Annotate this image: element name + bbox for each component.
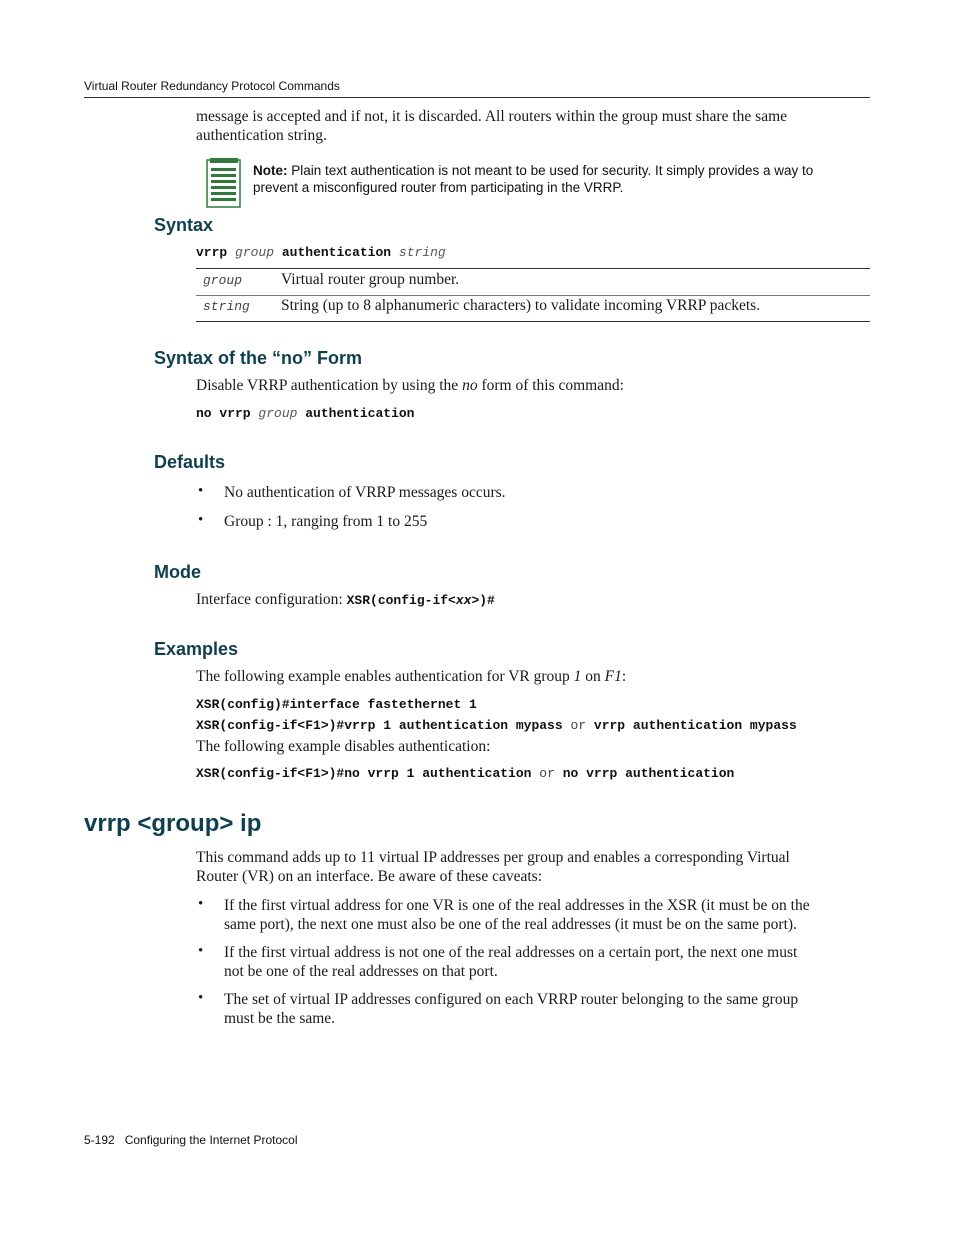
mode-prompt-pre: XSR(config-if<: [346, 593, 456, 608]
defaults-heading: Defaults: [154, 452, 226, 472]
syntax-command: [196, 245, 446, 260]
defaults-item: No authentication of VRRP messages occurs.: [224, 484, 506, 501]
mode-prompt: [347, 593, 495, 608]
caveat-item: [224, 896, 810, 934]
param-name-group: group: [203, 273, 243, 288]
example-code-3-or: or: [539, 766, 555, 781]
example-code-2a: XSR(config-if<F1>)#vrrp 1 authentication mypass: [196, 718, 563, 733]
section-paragraph: [196, 848, 790, 886]
no-form-keyword-authentication: authentication: [305, 406, 415, 421]
caveat-item: [224, 943, 797, 981]
no-form-text-1: Disable VRRP authentication by using the: [196, 377, 463, 394]
no-form-arg-group: group: [258, 406, 298, 421]
bullet-marker: •: [198, 483, 204, 499]
section-title: vrrp <group> ip: [84, 810, 262, 837]
example-code-line-1: [196, 697, 477, 712]
page-number: 5-192: [84, 1133, 115, 1147]
caveat-item: [224, 990, 798, 1028]
no-form-command: [196, 406, 414, 421]
caveat-3-line-1: The set of virtual IP addresses configured on each VRRP router belonging to the same group: [224, 991, 799, 1008]
note-label: Note:: [253, 163, 288, 178]
intro-paragraph: [196, 107, 787, 145]
caveat-1-line-2: same port), the next one must also be one of the real addresses (it must be on the same port).: [224, 916, 797, 933]
param-desc-string: String (up to 8 alphanumeric characters) to validate incoming VRRP packets.: [281, 297, 761, 314]
example-code-line-3: [196, 766, 734, 781]
examples-intro-group: 1: [573, 668, 582, 685]
param-table-bottom-rule: [196, 321, 870, 322]
bullet-marker: •: [198, 943, 204, 959]
bullet-marker: •: [198, 896, 204, 912]
mode-prompt-var: xx: [455, 593, 472, 608]
examples-intro-text-3: :: [621, 668, 627, 685]
running-footer: [84, 1133, 298, 1147]
example-code-1: XSR(config)#interface fastethernet 1: [196, 697, 477, 712]
no-form-emphasis: no: [462, 377, 478, 394]
example-code-2-or: or: [570, 718, 587, 733]
example-code-2b: vrrp authentication mypass: [593, 718, 797, 733]
header-rule: [84, 97, 870, 98]
caveat-3-line-2: must be the same.: [224, 1010, 336, 1027]
mode-description: [196, 590, 495, 610]
syntax-keyword-authentication: authentication: [281, 245, 392, 260]
section-paragraph-line-2: Router (VR) on an interface. Be aware of these caveats:: [196, 868, 543, 885]
intro-line-1: message is accepted and if not, it is discarded. All routers within the group must share the same: [196, 108, 788, 125]
mode-prompt-post: >)#: [471, 593, 495, 608]
bullet-marker: •: [198, 512, 204, 528]
syntax-keyword-vrrp: vrrp: [196, 245, 228, 260]
bullet-marker: •: [198, 990, 204, 1006]
intro-line-2: authentication string.: [196, 127, 327, 144]
no-form-heading: Syntax of the “no” Form: [154, 348, 363, 368]
examples-intro: [196, 667, 626, 686]
running-header: Virtual Router Redundancy Protocol Commands: [84, 79, 340, 93]
syntax-arg-group: group: [235, 245, 275, 260]
mode-heading: Mode: [154, 562, 201, 582]
example-code-3a: XSR(config-if<F1>)#no vrrp 1 authentication: [196, 766, 532, 781]
caveat-1-line-1: If the first virtual address for one VR is one of the real addresses in the XSR (it must be on the: [224, 897, 810, 914]
examples-intro-text-1: The following example enables authentication for VR group: [196, 668, 574, 685]
example-code-3b: no vrrp authentication: [562, 766, 735, 781]
param-table-top-rule: [196, 268, 870, 269]
syntax-heading: Syntax: [154, 215, 214, 235]
examples-disable-intro: The following example disables authentication:: [196, 738, 491, 755]
param-desc-group: Virtual router group number.: [281, 271, 460, 288]
syntax-arg-string: string: [398, 245, 446, 260]
mode-text: Interface configuration:: [196, 591, 347, 608]
examples-intro-text-2: on: [581, 668, 605, 685]
no-form-keyword-no-vrrp: no vrrp: [196, 406, 251, 421]
caveat-2-line-1: If the first virtual address is not one of the real addresses on a certain port, the next one must: [224, 944, 798, 961]
examples-intro-port: F1: [604, 668, 622, 685]
defaults-item: Group : 1, ranging from 1 to 255: [224, 513, 428, 530]
no-form-description: [196, 376, 624, 395]
no-form-text-2: form of this command:: [477, 377, 624, 394]
note-line-1: Plain text authentication is not meant to be used for security. It simply provides a way to: [291, 163, 814, 178]
notepad-icon: [206, 157, 242, 214]
examples-heading: Examples: [154, 639, 239, 659]
caveat-2-line-2: not be one of the real addresses on that port.: [224, 963, 498, 980]
note-block: [253, 162, 813, 196]
param-name-string: string: [203, 299, 250, 314]
param-table-mid-rule: [196, 295, 870, 296]
example-code-line-2: [196, 718, 797, 733]
footer-title: Configuring the Internet Protocol: [124, 1133, 298, 1147]
note-line-2: prevent a misconfigured router from participating in the VRRP.: [253, 180, 624, 195]
section-paragraph-line-1: This command adds up to 11 virtual IP addresses per group and enables a corresponding Virtual: [196, 849, 790, 866]
